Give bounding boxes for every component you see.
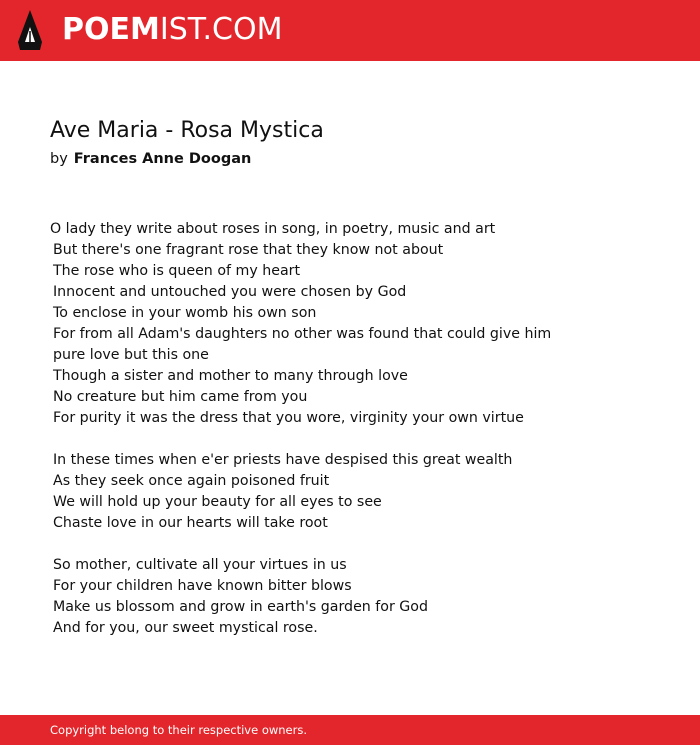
poem-line: So mother, cultivate all your virtues in us — [53, 557, 347, 573]
stanza-break — [50, 534, 670, 555]
author-link[interactable]: Frances Anne Doogan — [73, 151, 252, 167]
pencil-icon[interactable] — [17, 9, 43, 51]
poem-line: For from all Adam's daughters no other was found that could give him — [53, 326, 552, 342]
site-logo-text[interactable] — [62, 12, 282, 48]
poem-line: Chaste love in our hearts will take root — [53, 515, 328, 531]
poem-line: In these times when e'er priests have despised this great wealth — [53, 452, 513, 468]
poem-line: pure love but this one — [53, 347, 209, 363]
brand-light-text: IST.COM — [159, 12, 283, 47]
poem-line: Though a sister and mother to many through love — [53, 368, 408, 384]
poem-line: We will hold up your beauty for all eyes to see — [53, 494, 382, 510]
poem-line: For your children have known bitter blows — [53, 578, 352, 594]
poem-line: Innocent and untouched you were chosen by God — [53, 284, 407, 300]
stanza-break — [50, 429, 670, 450]
poem-line: To enclose in your womb his own son — [53, 305, 317, 321]
by-label: by — [50, 151, 68, 167]
brand-bold-text: POEM — [62, 12, 160, 47]
site-header — [0, 0, 700, 61]
poem-line: For purity it was the dress that you wore, virginity your own virtue — [53, 410, 524, 426]
poem-line: O lady they write about roses in song, in poetry, music and art — [50, 221, 496, 237]
poem-line: No creature but him came from you — [53, 389, 308, 405]
poem-line: But there's one fragrant rose that they know not about — [53, 242, 444, 258]
poem-body — [50, 219, 670, 639]
poem-line: Make us blossom and grow in earth's garden for God — [53, 599, 428, 615]
poem-line: The rose who is queen of my heart — [53, 263, 301, 279]
byline — [50, 149, 251, 169]
poem-title: Ave Maria - Rosa Mystica — [50, 118, 324, 143]
site-footer — [0, 715, 700, 745]
copyright-text: Copyright belong to their respective owners. — [50, 723, 308, 737]
poem-line: And for you, our sweet mystical rose. — [53, 620, 318, 636]
poem-line: As they seek once again poisoned fruit — [53, 473, 330, 489]
